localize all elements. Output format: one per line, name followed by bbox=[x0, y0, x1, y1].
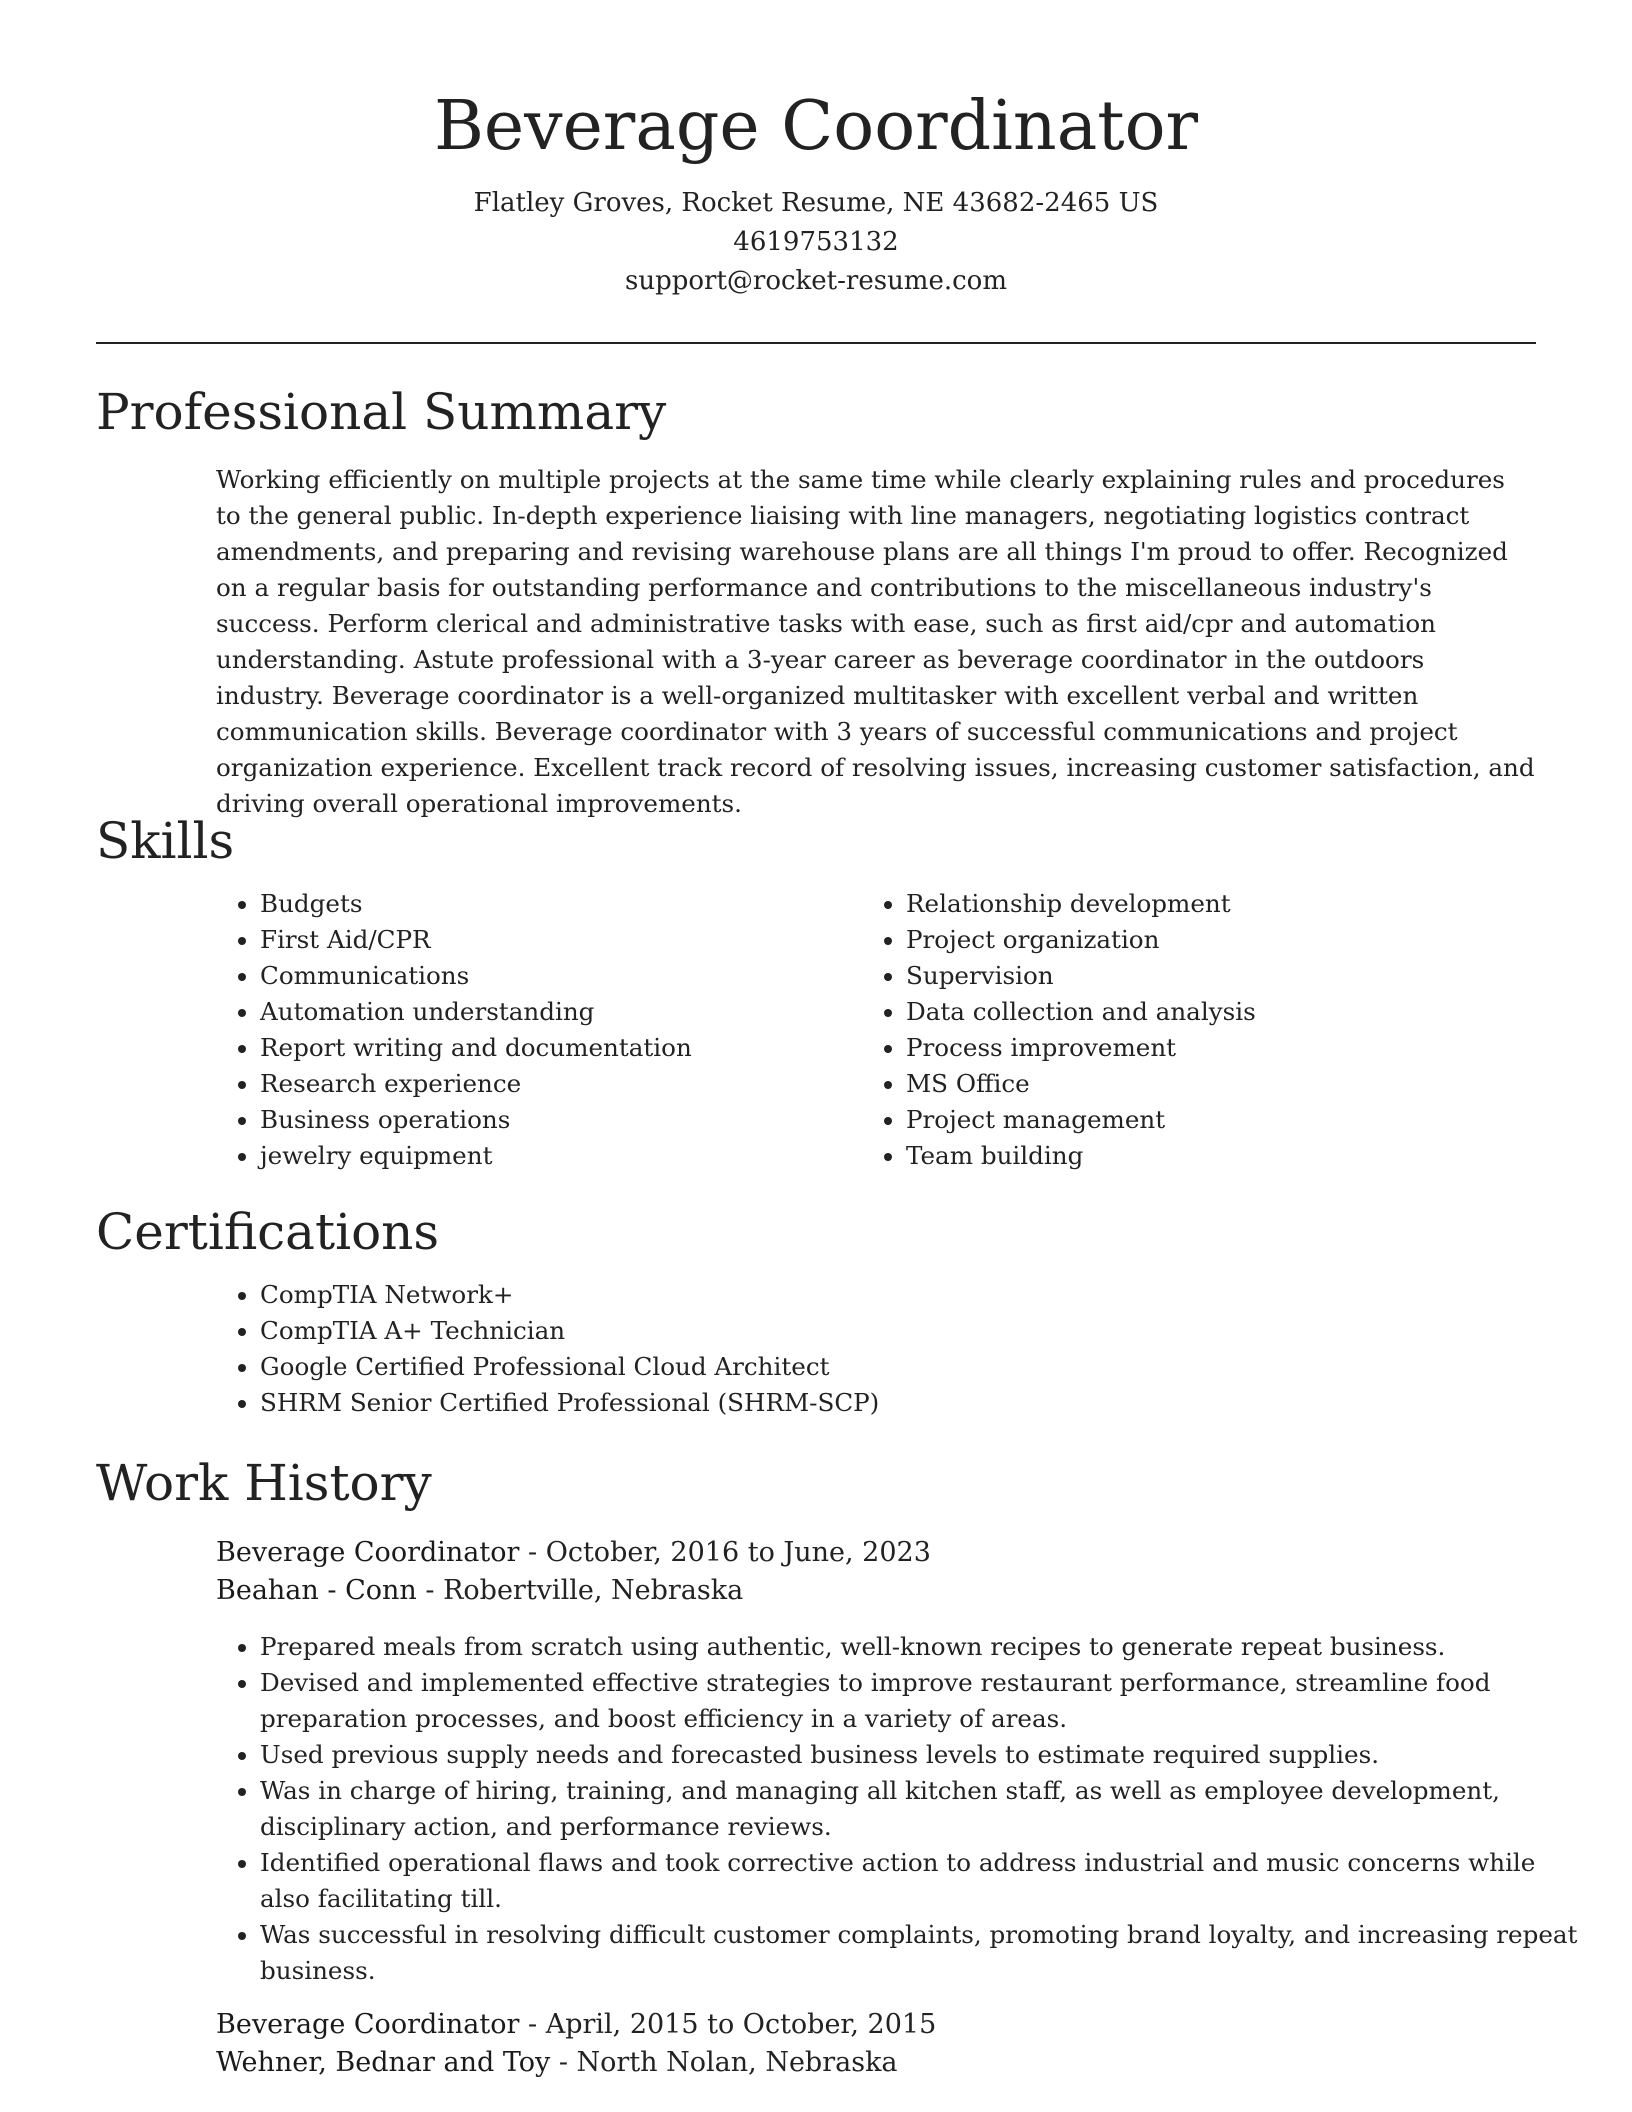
email-text: support@rocket-resume.com bbox=[624, 266, 1007, 296]
job-1-bullets bbox=[216, 1629, 1580, 1989]
separator: - bbox=[416, 1575, 444, 1606]
job-2-company-line bbox=[216, 2044, 898, 2082]
job-1-location: Robertville, Nebraska bbox=[443, 1575, 744, 1606]
skill-item: • First Aid/CPR bbox=[260, 922, 860, 958]
job-1-title-line bbox=[216, 1534, 931, 1572]
skill-item: • Data collection and analysis bbox=[906, 994, 1546, 1030]
skill-item: • Communications bbox=[260, 958, 860, 994]
job-bullet: • Prepared meals from scratch using authentic, well-known recipes to generate repeat business. bbox=[260, 1629, 1580, 1665]
certification-item: • CompTIA Network+ bbox=[260, 1277, 1580, 1313]
section-title-skills: Skills bbox=[96, 812, 235, 870]
skill-item: • jewelry equipment bbox=[260, 1138, 860, 1174]
job-2-company: Wehner, Bednar and Toy bbox=[216, 2047, 551, 2078]
skills-list-right bbox=[862, 886, 1546, 1174]
separator: - bbox=[519, 1537, 546, 1568]
skill-item: • Process improvement bbox=[906, 1030, 1546, 1066]
skill-item: • Business operations bbox=[260, 1102, 860, 1138]
skill-item: • Project organization bbox=[906, 922, 1546, 958]
job-1-company: Beahan - Conn bbox=[216, 1575, 417, 1606]
address-text: Flatley Groves, Rocket Resume, NE 43682-2465 US bbox=[473, 188, 1159, 218]
skill-item: • MS Office bbox=[906, 1066, 1546, 1102]
job-2-dates: April, 2015 to October, 2015 bbox=[545, 2009, 937, 2040]
section-title-certifications: Certifications bbox=[96, 1203, 440, 1261]
job-bullet: • Devised and implemented effective strategies to improve restaurant performance, streamline food preparation processes, and boost efficiency in a variety of areas. bbox=[260, 1665, 1580, 1737]
separator: - bbox=[519, 2009, 546, 2040]
skill-item: • Relationship development bbox=[906, 886, 1546, 922]
job-1-title: Beverage Coordinator bbox=[216, 1537, 520, 1568]
certification-item: • Google Certified Professional Cloud Architect bbox=[260, 1349, 1580, 1385]
skill-item: • Team building bbox=[906, 1138, 1546, 1174]
skill-item: • Research experience bbox=[260, 1066, 860, 1102]
separator: - bbox=[550, 2047, 577, 2078]
resume-name: Beverage Coordinator bbox=[433, 87, 1199, 166]
skill-item: • Report writing and documentation bbox=[260, 1030, 860, 1066]
skill-item: • Supervision bbox=[906, 958, 1546, 994]
certifications-list bbox=[216, 1277, 1580, 1421]
certification-item: • SHRM Senior Certified Professional (SHRM-SCP) bbox=[260, 1385, 1580, 1421]
skill-item: • Project management bbox=[906, 1102, 1546, 1138]
job-1-company-line bbox=[216, 1572, 743, 1610]
skills-list-left bbox=[216, 886, 860, 1174]
job-2-title: Beverage Coordinator bbox=[216, 2009, 520, 2040]
certification-item: • CompTIA A+ Technician bbox=[260, 1313, 1580, 1349]
summary-text: Working efficiently on multiple projects at the same time while clearly explaining rules and procedures to the general public. In-depth experience liaising with line managers, negotiating logistics contract amendments, and preparing and revising warehouse plans are all things I'm proud to offer. Recognized on a regular basis for outstanding performance and contributions to the miscellaneous industry's success. Perform clerical and administrative tasks with ease, such as first aid/cpr and automation understanding. Astute professional with a 3-year career as beverage coordinator in the outdoors industry. Beverage coordinator is a well-organized multitasker with excellent verbal and written communication skills. Beverage coordinator with 3 years of successful communications and project organization experience. Excellent track record of resolving issues, increasing customer satisfaction, and driving overall operational improvements. bbox=[216, 465, 1535, 818]
contact-block bbox=[0, 184, 1632, 301]
section-title-summary: Professional Summary bbox=[96, 383, 667, 441]
job-2-location: North Nolan, Nebraska bbox=[576, 2047, 898, 2078]
job-bullet: • Was in charge of hiring, training, and managing all kitchen staff, as well as employee development, disciplinary action, and performance reviews. bbox=[260, 1773, 1580, 1845]
job-bullet: • Identified operational flaws and took corrective action to address industrial and music concerns while also facilitating till. bbox=[260, 1845, 1580, 1917]
job-2-title-line bbox=[216, 2006, 936, 2044]
section-title-work-history: Work History bbox=[96, 1454, 432, 1512]
header-divider bbox=[96, 342, 1536, 344]
skill-item: • Budgets bbox=[260, 886, 860, 922]
phone-text: 4619753132 bbox=[733, 227, 899, 257]
skill-item: • Automation understanding bbox=[260, 994, 860, 1030]
resume-header bbox=[0, 84, 1632, 301]
job-bullet: • Used previous supply needs and forecasted business levels to estimate required supplies. bbox=[260, 1737, 1580, 1773]
job-bullet: • Was successful in resolving difficult customer complaints, promoting brand loyalty, and increasing repeat business. bbox=[260, 1917, 1580, 1989]
job-1-dates: October, 2016 to June, 2023 bbox=[545, 1537, 931, 1568]
